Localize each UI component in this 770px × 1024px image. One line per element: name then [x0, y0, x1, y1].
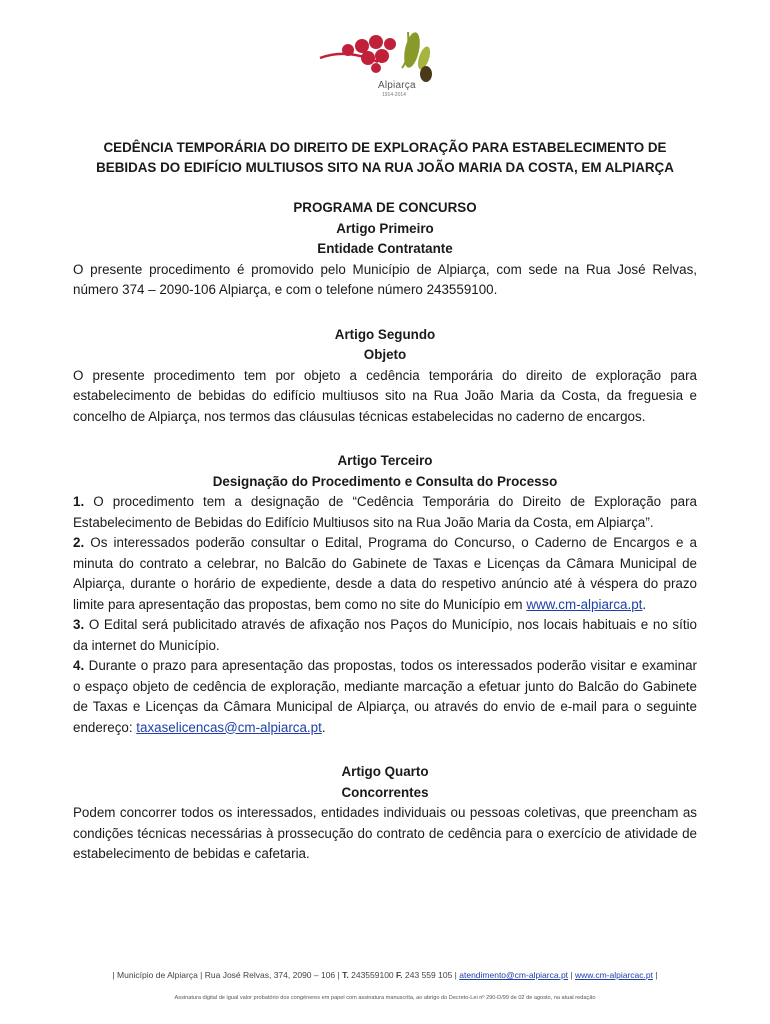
paragraph-number: 2.	[73, 535, 85, 550]
logo-name: Alpiarça	[378, 80, 416, 91]
article-3-paragraph-3	[73, 615, 697, 656]
paragraph-end: .	[642, 596, 647, 612]
paragraph-text: Durante o prazo para apresentação das propostas, todos os interessados poderão visitar e examinar o espaço objeto de cedência de exploração, mediante marcação a efetuar junto do Balcão do Gabinete de Taxas e Licenças da Câmara Municipal de Alpiarça, ou através do envio de e-mail para o seguinte endereço:	[73, 658, 697, 735]
article-2-text: O presente procedimento tem por objeto a cedência temporária do direito de exploração para estabelecimento de bebidas do edifício multiusos sito na Rua João Maria da Costa, da freguesia e concelho de Alpiarça, nos termos das cláusulas técnicas estabelecidas no caderno de encargos.	[73, 367, 697, 424]
footer-website-link[interactable]: www.cm-alpiarcac.pt	[575, 970, 653, 980]
email-link[interactable]: taxaselicencas@cm-alpiarca.pt	[136, 719, 322, 735]
footer-phone: 243559100	[351, 970, 394, 980]
document-body	[73, 138, 697, 865]
paragraph-number: 1.	[73, 494, 85, 509]
footer-address: | Município de Alpiarça | Rua José Relvas, 374, 2090 – 106 |	[112, 970, 340, 980]
paragraph-text: O procedimento tem a designação de “Cedência Temporária do Direito de Exploração para Estabelecimento de Bebidas do Edifício Multiusos sito na Rua João Maria da Costa, em Alpiarça”.	[73, 494, 697, 530]
municipality-website-link[interactable]: www.cm-alpiarca.pt	[526, 596, 643, 612]
article-1-text: O presente procedimento é promovido pelo Município de Alpiarça, com sede na Rua José Relvas, número 374 – 2090-106 Alpiarça, e com o telefone número 243559100.	[73, 261, 697, 297]
paragraph-text: O Edital será publicitado através de afixação nos Paços do Município, nos locais habituais e no sítio da internet do Município.	[73, 617, 697, 653]
article-2-heading: Artigo Segundo	[334, 326, 436, 342]
page-footer	[0, 970, 770, 980]
article-1-subheading: Entidade Contratante	[317, 241, 453, 256]
program-heading: PROGRAMA DE CONCURSO	[293, 200, 477, 215]
article-4-heading: Artigo Quarto	[341, 764, 429, 779]
article-4-text: Podem concorrer todos os interessados, entidades individuais ou pessoas coletivas, que preencham as condições técnicas necessárias à prossecução do contrato de cedência para o exercício de atividade de estabelecimento de bebidas e cafetaria.	[73, 805, 697, 861]
footer-separator: |	[570, 970, 573, 980]
article-3-paragraph-2	[73, 533, 697, 615]
logo-tagline: 1914-2014	[382, 92, 406, 98]
article-4-subheading: Concorrentes	[341, 784, 429, 800]
digital-signature-note: Assinatura digital de igual valor probatório dos congéneres em papel com assinatura manuscrita, ao abrigo do Decreto-Lei nº 290-D/99 de 02 de agosto, na atual redação	[174, 995, 596, 1001]
article-1-heading: Artigo Primeiro	[336, 220, 434, 236]
footer-fax: 243 559 105 |	[405, 970, 457, 980]
article-3-paragraph-1	[73, 492, 697, 533]
paragraph-end: .	[321, 719, 326, 735]
footer-email-link[interactable]: atendimento@cm-alpiarca.pt	[459, 970, 569, 980]
paragraph-number: 4.	[73, 658, 85, 673]
paragraph-number: 3.	[73, 617, 85, 632]
footer-end: |	[655, 970, 658, 980]
article-2-subheading: Objeto	[363, 347, 407, 362]
footer-phone-label: T.	[342, 970, 349, 980]
grape-olive-logo-icon	[316, 18, 442, 104]
municipality-logo	[316, 18, 442, 104]
footer-fax-label: F.	[396, 970, 403, 980]
document-title: CEDÊNCIA TEMPORÁRIA DO DIREITO DE EXPLORAÇÃO PARA ESTABELECIMENTO DE BEBIDAS DO EDIFÍCIO MULTIUSOS SITO NA RUA JOÃO MARIA DA COSTA, EM ALPIARÇA	[96, 140, 674, 175]
article-3-paragraph-4	[73, 656, 697, 738]
article-3-subheading: Designação do Procedimento e Consulta do Processo	[212, 473, 558, 489]
article-3-heading: Artigo Terceiro	[337, 453, 433, 468]
paragraph-text: Os interessados poderão consultar o Edital, Programa do Concurso, o Caderno de Encargos e a minuta do contrato a celebrar, no Balcão do Gabinete de Taxas e Licenças da Câmara Municipal de Alpiarça, durante o horário de expediente, desde a data do respetivo anúncio até à véspera do prazo limite para apresentação das propostas, bem como no site do Município em	[73, 535, 697, 612]
